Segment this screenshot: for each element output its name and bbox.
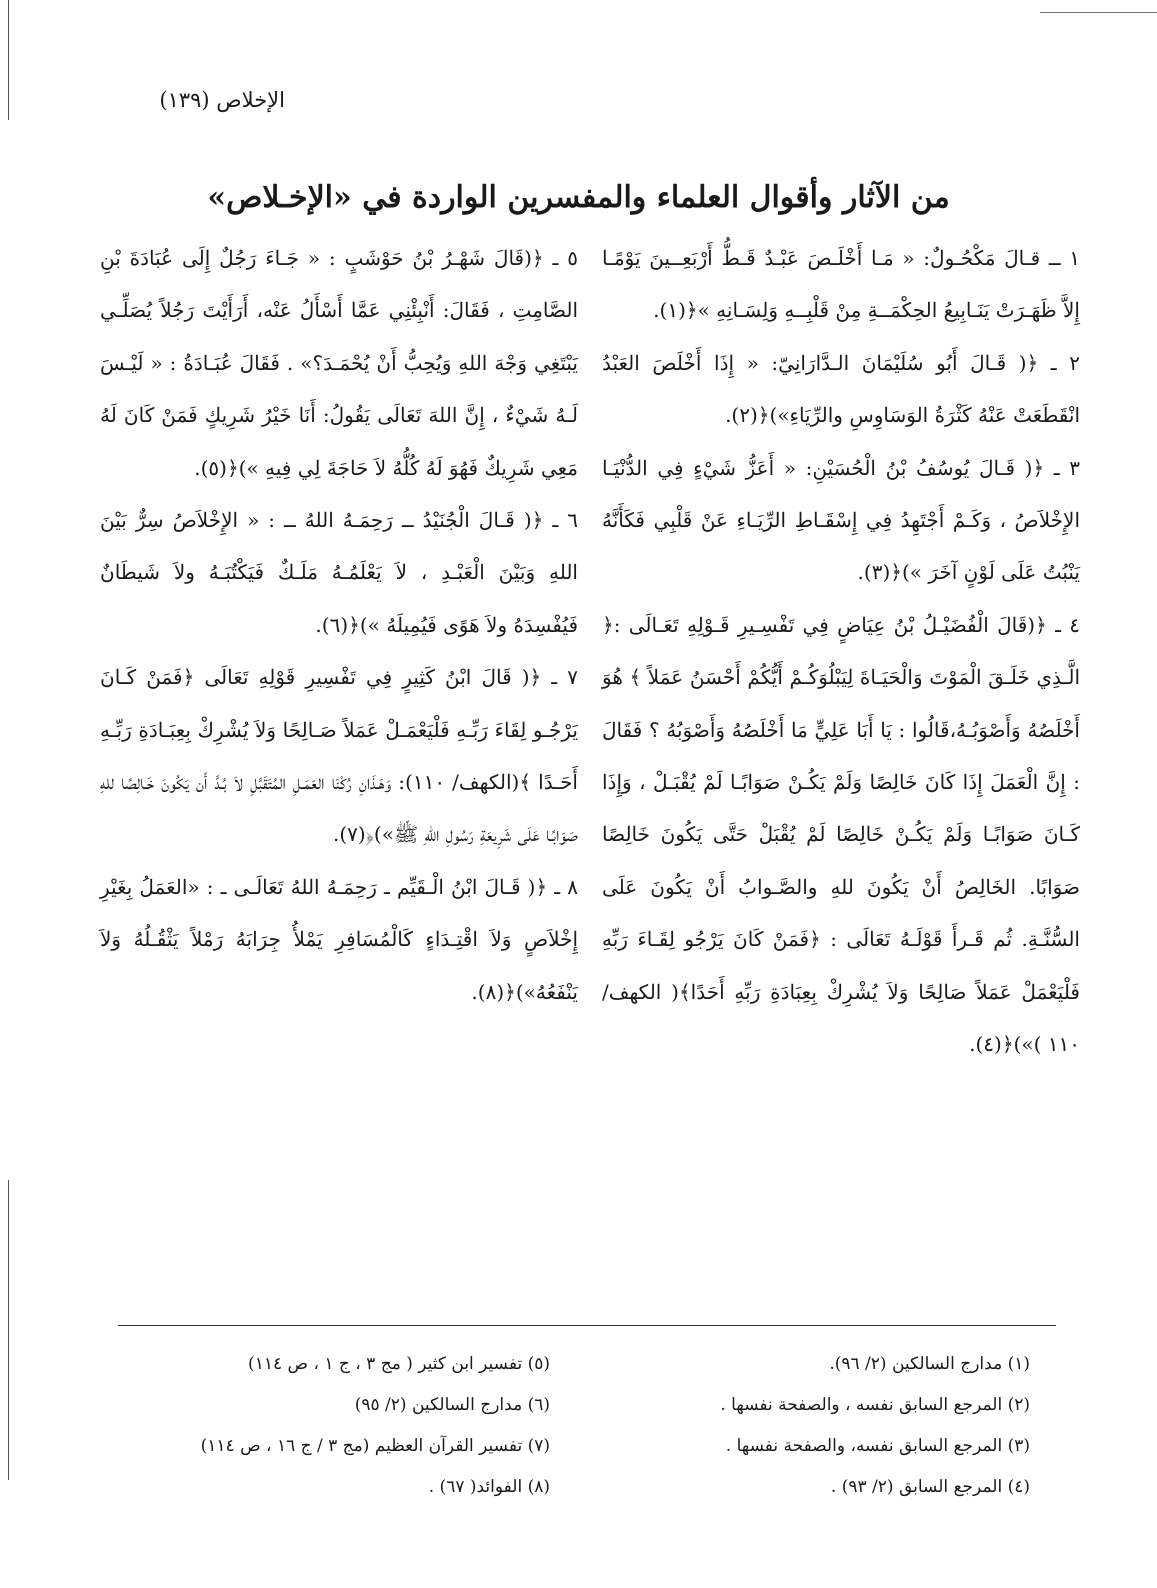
scan-top-rule: [1040, 12, 1157, 13]
right-column: [602, 232, 1080, 1071]
footnote-separator: [118, 1325, 1056, 1326]
quote-4: ٤ ـ ﴿(قَالَ الْفُضَيْـلُ بْنُ عِيَاضٍ فِي تَفْسِـيرِ قَـوْلِهِ تَعَـالَى :﴿ الَّـذِي خَلَـقَ الْمَوْتَ وَالْحَيَـاةَ لِيَبْلُوَكُـمْ أَيُّكُمْ أَحْسَنُ عَمَلاً ﴾ هُوَ أَخْلَصُهُ وَأَصْوَبُـهُ،قَالُوا : يَا أَبَا عَلِيٍّ مَا أَخْلَصُهُ وَأَصْوَبُهُ ؟ فَقَالَ : إِنَّ الْعَمَلَ إِذَا كَانَ خَالِصًا وَلَمْ يَكُـنْ صَوَابًـا لَمْ يُقْبَـلْ ، وَإِذَا كَـانَ صَوَابًـا وَلَمْ يَكُـنْ خَالِصًا لَمْ يُقْبَلْ حَتَّى يَكُونَ خَالِصًا صَوَابًا. الخَالِصُ أَنْ يَكُونَ للهِ والصَّـوابُ أَنْ يَكُونَ عَلَى السُّنَّـةِ. ثُم قَـرأَ قَوْلَـهُ تَعَالَى : ﴿فَمَنْ كَانَ يَرْجُو لِقَـاءَ رَبِّهِ فَلْيَعْمَلْ عَمَلاً صَالِحًا وَلاَ يُشْرِكْ بِعِبَادَةِ رَبِّهِ أَحَدًا﴾( الكهف/ ١١٠ )»)﴿(٤).: [602, 612, 1080, 1057]
footnote-3: (٣) المرجع السابق نفسه، والصفحة نفسها .: [725, 1436, 1030, 1456]
quote-7: ٧ ـ ﴿( قَالَ ابْنُ كَثِيرٍ فِي تَفْسِيرِ قَوْلِهِ تَعَالَى ﴿فَمَنْ كَـانَ يَرْجُـو لِقَاءَ رَبِّـهِ فَلْيَعْمَـلْ عَمَلاً صَـالِحًا وَلاَ يُشْرِكْ بِعِبَـادَةِ رَبِّـهِ أَحَـدًا ﴾(الكهف/ ١١٠): وَهَـذَانِ رُكْنَا العَمَـلِ المُتَقَبَّلِ لاَ بُـدَّ أَن يَكُونَ خَـالِصًا للهِ صَوَابًـا عَلَى شَرِيعَةِ رَسُولِ اللهِ ﷺ»)﴿(٧).: [100, 665, 578, 847]
running-head: الإخلاص (١٣٩): [159, 88, 285, 112]
footnotes-right: [560, 1344, 1030, 1508]
footnote-6: (٦) مدارج السالكين (٢/ ٩٥): [354, 1395, 550, 1415]
footnote-1: (١) مدارج السالكين (٢/ ٩٦).: [829, 1354, 1030, 1374]
footnote-8: (٨) الفوائد( ٦٧) .: [428, 1477, 550, 1497]
quote-3: ٣ ـ ﴿( قَـالَ يُوسُفُ بْنُ الْحُسَيْنِ: « أَعَزُّ شَيْءٍ فِي الدُّنْيَـا الإِخْلاَصُ ، وَكَـمْ أَجْتَهِدُ فِي إِسْقَـاطِ الرِّيَـاءِ عَنْ قَلْبِي فَكَأَنَّهُ يَنْبُتُ عَلَى لَوْنٍ آخَرَ »)﴿(٣).: [602, 455, 1080, 585]
footnote-5: (٥) تفسير ابن كثير ( مج ٣ ، ج ١ ، ص ١١٤): [248, 1354, 550, 1374]
quote-5: ٥ ـ ﴿(قَالَ شَهْـرُ بْنُ حَوْشَبٍ : « جَـاءَ رَجُلٌ إِلَى عُبَادَةَ بْنِ الصَّامِتِ ، فَقَالَ: أَنْبِئْنِي عَمَّا أَسْأَلُ عَنْه، أَرَأَيْتَ رَجُلاً يُصَلِّـي يَبْتَغِي وَجْهَ اللهِ وَيُحِبُّ أَنْ يُحْمَـدَ؟» . فَقَالَ عُبَـادَةُ : « لَيْـسَ لَـهُ شَيْءٌ ، إِنَّ اللهَ تَعَالَى يَقُولُ: أَنَا خَيْرُ شَرِيكٍ فَمَنْ كَانَ لَهُ مَعِي شَرِيكٌ فَهُوَ لَهُ كُلُّهُ لاَ حَاجَةَ لِي فِيهِ »)﴿(٥).: [100, 246, 578, 480]
quote-6: ٦ ـ ﴿( قَـالَ الْجُنَيْدُ ــ رَحِمَـهُ اللهُ ــ : « الإِخْلاَصُ سِرٌّ بَيْنَ اللهِ وَبَيْنَ الْعَبْـدِ ، لاَ يَعْلَمُـهُ مَلَـكٌ فَيَكْتُبَـهُ ولاَ شَيطَانٌ فَيُفْسِدَهُ ولاَ هَوًى فَيُمِيلَهُ »)﴿(٦).: [100, 508, 578, 637]
quote-2: ٢ ـ ﴿( قَـالَ أَبُو سُلَيْمَانَ الـدَّارَانِيّ: « إِذَا أَخْلَصَ العَبْدُ انْقَطَعَتْ عَنْهُ كَثْرَةُ الوَسَاوِسِ والرِّيَاءِ»)﴿(٢).: [602, 350, 1080, 428]
footnote-2: (٢) المرجع السابق نفسه ، والصفحة نفسها .: [720, 1395, 1030, 1415]
scan-edge-line: [8, 1180, 9, 1480]
footnote-4: (٤) المرجع السابق (٢/ ٩٣) .: [830, 1477, 1030, 1497]
footnote-7: (٧) تفسير القرآن العظيم (مج ٣ / ج ١٦ ، ص ١١٤): [200, 1436, 550, 1456]
scan-edge-line: [8, 0, 9, 120]
quote-1: ١ ــ قـالَ مَكْحُـولٌ: « مَـا أَخْلَـصَ عَبْـدٌ قَـطُّ أَرْبَعِــينَ يَوْمًـا إِلاَّ ظَهَـرَتْ يَنَـابِيعُ الحِكْمَــةِ مِنْ قَلْبِــهِ وَلِسَـانِهِ »﴿(١).: [602, 246, 1080, 323]
left-column: [100, 232, 578, 1018]
quote-8: ٨ ـ ﴿( قَـالَ ابْنُ الْـقَيِّم ـ رَحِمَـهُ اللهُ تَعَالَـى ـ : «العَمَلُ بِغَيْرِ إِخْلاَصٍ وَلاَ اقْتِـدَاءٍ كَالْمُسَافِرِ يَمْلأُ جِرَابَهُ رَمْلاً يَثْقُـلُهُ وَلاَ يَنْفَعُهُ»)﴿(٨).: [100, 874, 578, 1004]
page-title: من الآثار وأقوال العلماء والمفسرين الواردة في «الإخـلاص»: [207, 180, 950, 216]
footnotes-left: [80, 1344, 550, 1508]
